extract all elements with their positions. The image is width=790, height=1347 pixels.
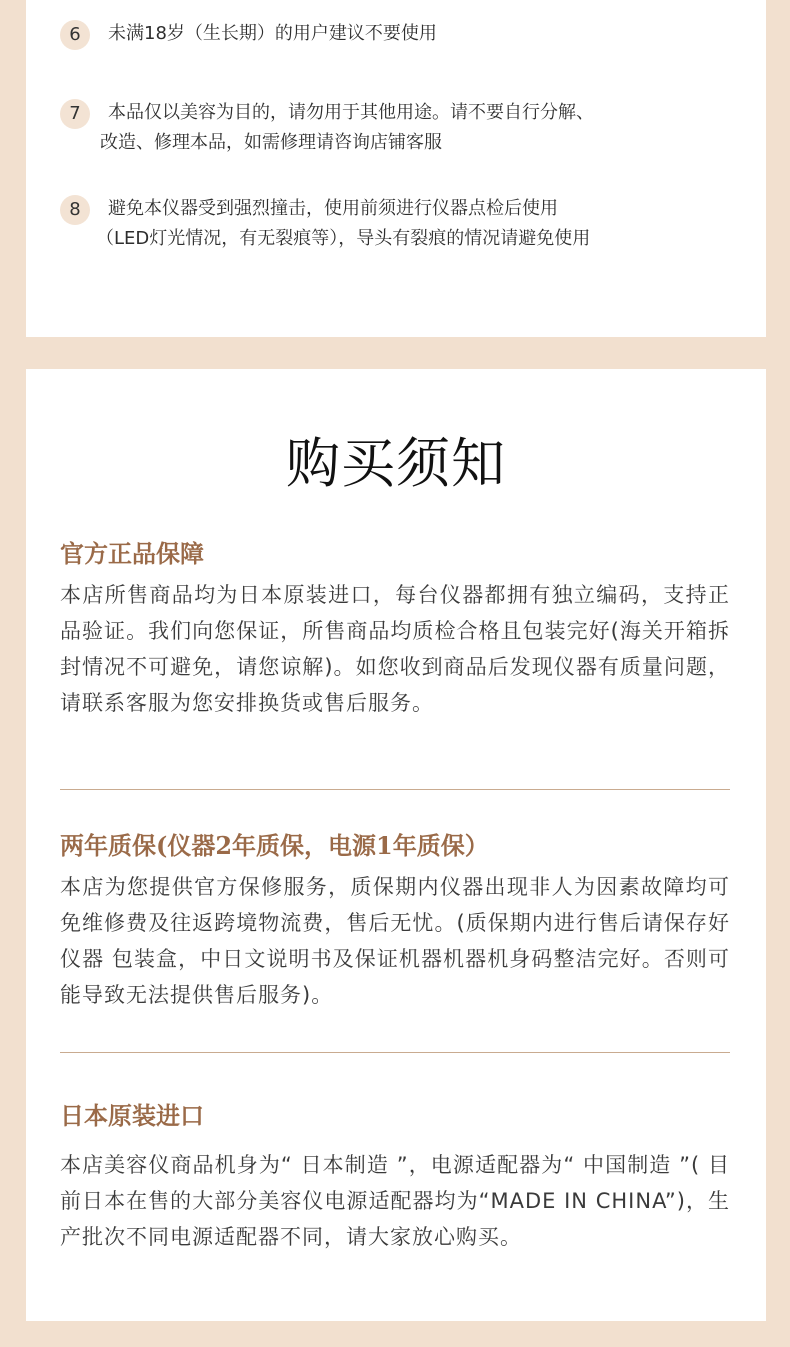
section-heading: 官方正品保障	[60, 539, 204, 568]
section-japan-import	[60, 1099, 730, 1255]
section-body: 本店美容仪商品机身为“ 日本制造 ”，电源适配器为“ 中国制造 ”( 目前日本在售的大部分美容仪电源适配器均为“MADE IN CHINA”)，生产批次不同电源适配器不同，请大家放心购买。	[60, 1153, 730, 1249]
note-7	[60, 98, 742, 158]
divider	[60, 1052, 730, 1053]
note-number-badge: 7	[60, 99, 90, 129]
note-6	[60, 19, 742, 49]
section-body: 本店为您提供官方保修服务，质保期内仪器出现非人为因素故障均可免维修费及往返跨境物流费，售后无忧。(质保期内进行售后请保存好仪器 包装盒，中日文说明书及保证机器机器机身码整洁完好。否则可能导致无法提供售后服务)。	[60, 875, 730, 1007]
note-text: 未满18岁（生长期）的用户建议不要使用	[108, 23, 437, 44]
precautions-card	[26, 0, 766, 337]
note-number-badge: 8	[60, 195, 90, 225]
section-body: 本店所售商品均为日本原装进口，每台仪器都拥有独立编码，支持正品验证。我们向您保证，所售商品均质检合格且包装完好(海关开箱拆封情况不可避免，请您谅解)。如您收到商品后发现仪器有质量问题，请联系客服为您安排换货或售后服务。	[60, 583, 730, 715]
note-text: 避免本仪器受到强烈撞击，使用前须进行仪器点检后使用 （LED灯光情况，有无裂痕等），导头有裂痕的情况请避免使用	[96, 198, 591, 249]
section-warranty	[60, 829, 730, 1013]
purchase-notice-card	[26, 369, 766, 1321]
note-8	[60, 194, 742, 254]
divider	[60, 789, 730, 790]
note-text: 本品仅以美容为目的，请勿用于其他用途。请不要自行分解、 改造、修理本品，如需修理请咨询店铺客服	[100, 102, 594, 153]
page-title: 购买须知	[286, 432, 506, 495]
section-heading: 两年质保(仪器2年质保，电源1年质保）	[60, 831, 489, 860]
section-authentic-guarantee	[60, 537, 730, 721]
note-number-badge: 6	[60, 20, 90, 50]
section-heading: 日本原装进口	[60, 1101, 204, 1130]
left-edge-bar	[0, 0, 4, 360]
